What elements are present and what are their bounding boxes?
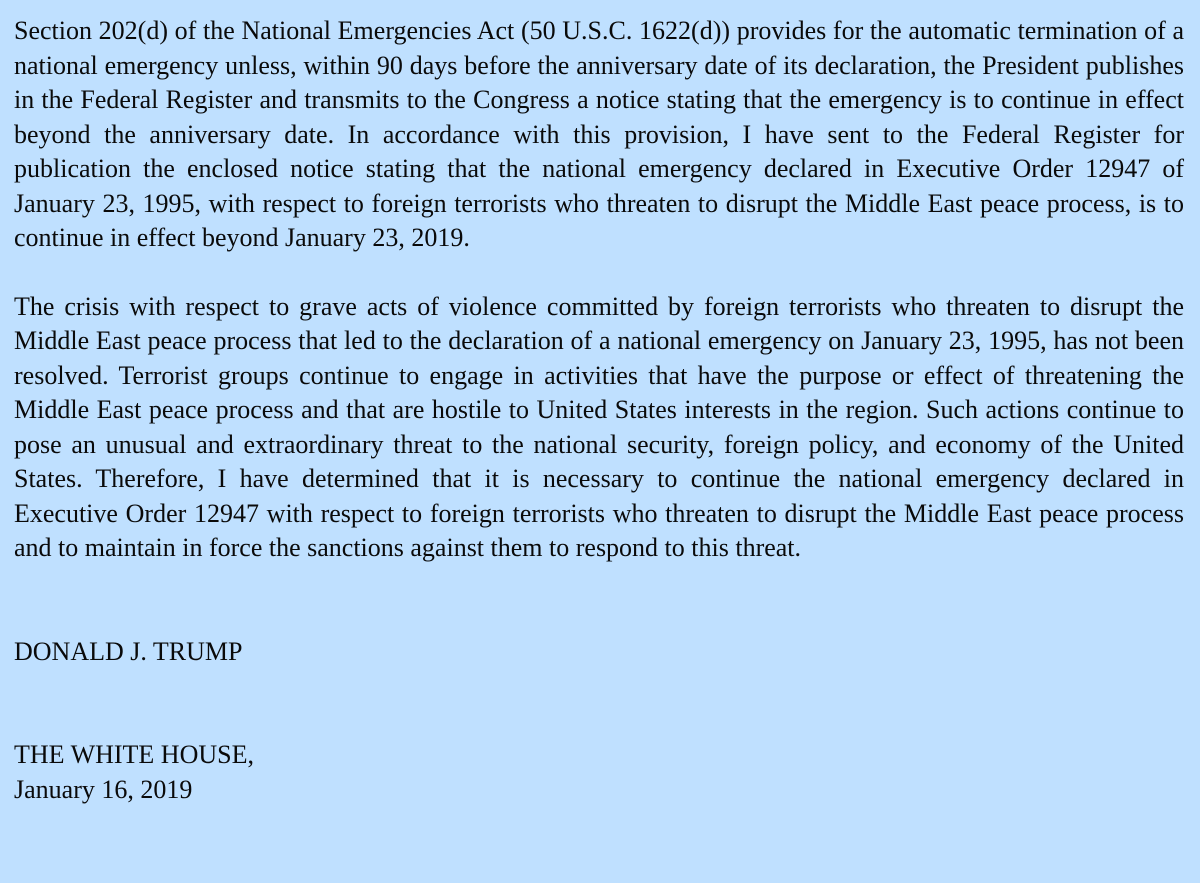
paragraph-2: The crisis with respect to grave acts of violence committed by foreign terrorists who threaten to disrupt the Middle East peace process that led to the declaration of a national emergency on January 23, 1995, has not been resolved. Terrorist groups continue to engage in activities that have the purpose or effect of threatening the Middle East peace process and that are hostile to United States interests in the region. Such actions continue to pose an unusual and extraordinary threat to the national security, foreign policy, and economy of the United States. Therefore, I have determined that it is necessary to continue the national emergency declared in Executive Order 12947 with respect to foreign terrorists who threaten to disrupt the Middle East peace process and to maintain in force the sanctions against them to respond to this threat.: [14, 291, 1184, 562]
signature: DONALD J. TRUMP: [14, 636, 243, 666]
closing-block: [14, 738, 1184, 807]
place-line: THE WHITE HOUSE,: [14, 740, 254, 769]
date-line: January 16, 2019: [14, 774, 193, 804]
document-body: [14, 14, 1184, 807]
paragraph-1: Section 202(d) of the National Emergencies Act (50 U.S.C. 1622(d)) provides for the automatic termination of a national emergency unless, within 90 days before the anniversary date of its declaration, the President publishes in the Federal Register and transmits to the Congress a notice stating that the emergency is to continue in effect beyond the anniversary date. In accordance with this provision, I have sent to the Federal Register for publication the enclosed notice stating that the national emergency declared in Executive Order 12947 of January 23, 1995, with respect to foreign terrorists who threaten to disrupt the Middle East peace process, is to continue in effect beyond January 23, 2019.: [14, 16, 1184, 252]
